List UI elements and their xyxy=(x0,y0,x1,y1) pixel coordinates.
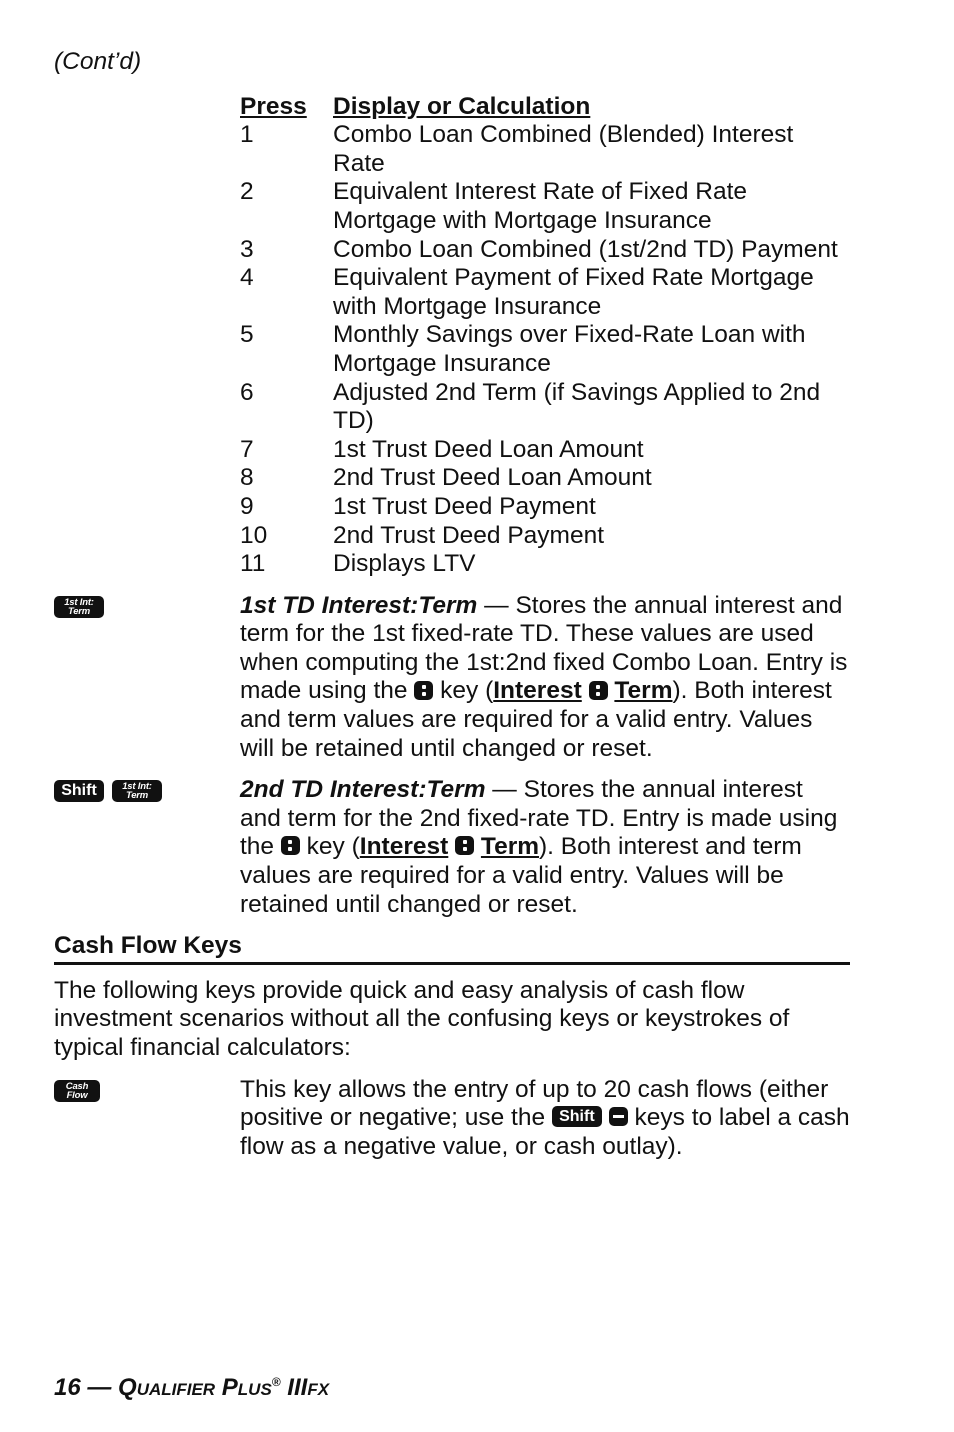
entry-keys xyxy=(54,1076,240,1162)
press-value: 10 xyxy=(240,521,268,549)
entry-text-a: This key allows the entry of up to 20 cash flows (either positive or negative; use the xyxy=(240,1075,829,1132)
term-label: Term xyxy=(614,677,673,705)
entry-cash-flow xyxy=(54,1076,850,1162)
section-title-cash-flow-keys: Cash Flow Keys xyxy=(54,932,850,965)
press-value: 3 xyxy=(240,235,254,263)
display-value: Combo Loan Combined (Blended) Interest Rate xyxy=(333,121,794,177)
footer-brand-fx: FX xyxy=(307,1380,330,1399)
display-value: Equivalent Payment of Fixed Rate Mortgage with Mortgage Insurance xyxy=(333,264,814,320)
footer-page-number: 16 — xyxy=(54,1374,119,1401)
press-value: 8 xyxy=(240,464,254,492)
entry-keys xyxy=(54,776,240,919)
table-row xyxy=(240,522,850,551)
entry-description xyxy=(240,592,850,764)
entry-keys xyxy=(54,592,240,764)
table-header xyxy=(240,93,850,122)
entry-title: 2nd TD Interest:Term xyxy=(240,776,486,804)
footer-brand-iii: III xyxy=(287,1374,308,1401)
table-row xyxy=(240,264,850,321)
press-value: 1 xyxy=(240,121,254,149)
display-value: 2nd Trust Deed Loan Amount xyxy=(333,464,652,492)
entry-text-b: key ( xyxy=(433,677,494,705)
cash-flow-intro: The following keys provide quick and easy analysis of cash flow investment scenarios without all the confusing keys or keystrokes of typical financial calculators: xyxy=(54,976,790,1061)
col-display-header: Display or Calculation xyxy=(333,92,591,120)
colon-key-icon xyxy=(414,681,433,700)
display-value: Combo Loan Combined (1st/2nd TD) Payment xyxy=(333,235,838,263)
term-label: Term xyxy=(480,833,540,861)
key-label-top: Cash xyxy=(65,1080,89,1092)
page-footer xyxy=(54,1374,329,1402)
colon-key-icon xyxy=(455,836,474,855)
entry-1st-td-interest-term xyxy=(54,592,850,764)
table-row xyxy=(240,550,850,579)
key-label-top: 1st Int: xyxy=(122,781,152,793)
entry-2nd-td-interest-term xyxy=(54,776,850,919)
table-row xyxy=(240,236,850,265)
display-value: 1st Trust Deed Payment xyxy=(333,492,596,520)
entry-text-c: ). Both interest and term values are required for a valid entry. Values will be retained until changed or reset. xyxy=(240,833,802,918)
display-value: Monthly Savings over Fixed-Rate Loan with Mortgage Insurance xyxy=(333,321,806,377)
continued-label: (Cont’d) xyxy=(54,48,142,75)
minus-key-icon xyxy=(609,1107,628,1126)
entry-text-a: — Stores the annual interest and term for the 2nd fixed-rate TD. Entry is made using the xyxy=(240,776,838,861)
key-label-bottom: Term xyxy=(67,605,91,617)
entry-title: 1st TD Interest:Term xyxy=(240,591,478,619)
entry-text-b: keys to label a cash flow as a negative value, or cash outlay). xyxy=(240,1104,850,1160)
entry-text-c: ). Both interest and term values are required for a valid entry. Values will be retained until changed or reset. xyxy=(240,677,832,762)
col-press-header: Press xyxy=(240,92,307,120)
display-value: 2nd Trust Deed Payment xyxy=(333,521,605,549)
key-label-top: 1st Int: xyxy=(64,596,94,608)
first-int-term-key-icon xyxy=(54,596,104,618)
interest-label: Interest xyxy=(359,833,449,861)
press-table xyxy=(240,93,850,579)
press-value: 9 xyxy=(240,492,254,520)
first-int-term-key-icon xyxy=(112,780,162,802)
entry-description xyxy=(240,776,850,919)
footer-brand-p: P xyxy=(221,1374,238,1401)
footer-brand-q: Q xyxy=(118,1374,137,1401)
display-value: 1st Trust Deed Loan Amount xyxy=(333,435,644,463)
press-value: 6 xyxy=(240,378,254,406)
press-value: 4 xyxy=(240,264,254,292)
key-label-bottom: Flow xyxy=(66,1089,88,1101)
press-value: 7 xyxy=(240,435,254,463)
interest-label: Interest xyxy=(493,677,582,705)
entry-text-a: — Stores the annual interest and term for the 1st fixed-rate TD. These values are used when computing the 1st:2nd fixed Combo Loan. Entry is made using the xyxy=(240,591,848,705)
table-row xyxy=(240,121,850,178)
table-row xyxy=(240,436,850,465)
colon-key-icon xyxy=(589,681,608,700)
table-row xyxy=(240,379,850,436)
shift-key-icon: Shift xyxy=(552,1106,602,1127)
manual-page xyxy=(54,48,850,1161)
shift-key-icon: Shift xyxy=(54,780,104,802)
display-value: Adjusted 2nd Term (if Savings Applied to 2nd TD) xyxy=(333,378,821,435)
colon-key-icon xyxy=(281,836,300,855)
table-row xyxy=(240,178,850,235)
footer-registered-mark: ® xyxy=(271,1375,281,1389)
display-value: Equivalent Interest Rate of Fixed Rate Mortgage with Mortgage Insurance xyxy=(333,178,747,234)
cash-flow-key-icon xyxy=(54,1080,100,1102)
press-value: 2 xyxy=(240,178,254,206)
entry-text-b: key ( xyxy=(299,833,360,861)
press-value: 11 xyxy=(240,550,266,578)
press-value: 5 xyxy=(240,321,254,349)
entry-description xyxy=(240,1076,850,1162)
key-label-bottom: Term xyxy=(125,790,149,802)
table-row xyxy=(240,321,850,378)
footer-brand-ualifier: UALIFIER xyxy=(136,1380,216,1399)
table-row xyxy=(240,493,850,522)
display-value: Displays LTV xyxy=(333,550,476,578)
table-row xyxy=(240,464,850,493)
footer-brand-lus: LUS xyxy=(237,1380,272,1399)
